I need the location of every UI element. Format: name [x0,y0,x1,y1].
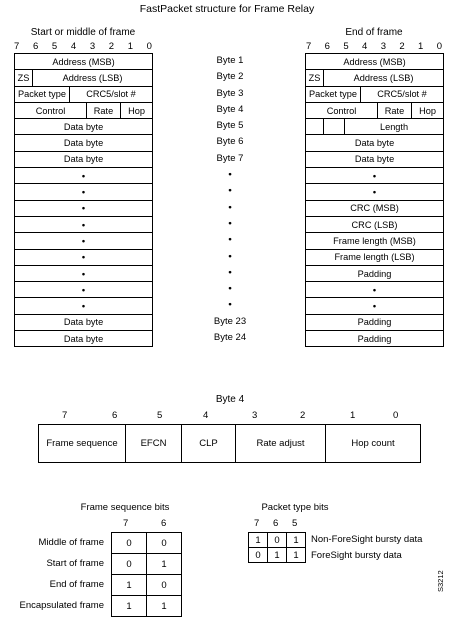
frame-sequence-value: 1 [147,554,182,575]
byte-label: Byte 4 [216,103,244,115]
packet-field: ZS [306,70,324,86]
packet-type-value: 1 [287,533,306,548]
packet-type-value: 1 [287,548,306,563]
packet-field: Data byte [15,119,153,135]
packet-field: Padding [306,265,444,281]
packet-row [15,102,153,118]
byte4-bit-label: 2 [300,410,306,421]
frame-sequence-value: 0 [112,554,147,575]
packet-field: Data byte [15,151,153,167]
packet-row [15,282,153,298]
byte4-title: Byte 4 [215,394,245,405]
packet-row [15,216,153,232]
packet-field: • [15,265,153,281]
field-rate-adjust: Rate adjust [236,425,326,463]
packet-row [15,86,153,102]
right-bit-labels [306,41,442,52]
byte4-bit-label: 7 [62,410,68,421]
packet-type-label: Non-ForeSight bursty data [311,534,423,545]
packet-type-value: 0 [268,533,287,548]
packet-field: • [15,168,153,184]
packet-field: CRC5/slot # [70,86,153,102]
field-efcn: EFCN [126,425,182,463]
packet-field: Data byte [15,135,153,151]
packet-row [306,102,444,118]
bit-label: 4 [362,41,368,52]
packet-field [324,119,345,135]
packet-row [306,216,444,232]
packet-field: CRC (LSB) [306,216,444,232]
packet-row [15,265,153,281]
packet-field: Control [306,102,378,118]
packet-type-table [248,532,306,563]
field-hop-count: Hop count [326,425,421,463]
packet-field: Data byte [306,151,444,167]
packet-field: • [306,282,444,298]
bit-label: 7 [14,41,20,52]
packet-field: Packet type [15,86,70,102]
byte-label: • [228,299,232,311]
right-packet-table [305,53,444,347]
figure-title: FastPacket structure for Frame Relay [139,3,315,15]
packet-type-value: 1 [249,533,268,548]
byte-labels [196,53,264,346]
packet-field: Rate [378,102,412,118]
byte4-bit-label: 0 [393,410,399,421]
packet-row [15,119,153,135]
frame-sequence-value: 1 [112,596,147,617]
bit-label: 7 [306,41,312,52]
packet-type-column: 5 [292,518,298,529]
packet-field: CRC (MSB) [306,200,444,216]
byte-label: Byte 7 [216,152,244,164]
left-header: Start or middle of frame [30,27,136,38]
packet-field: Address (LSB) [33,70,153,86]
packet-row [15,331,153,347]
packet-row [306,135,444,151]
byte4-bit-label: 4 [203,410,209,421]
packet-row [306,70,444,86]
packet-row [15,298,153,314]
frame-sequence-column: 7 [123,518,129,529]
packet-row [306,168,444,184]
byte-label: Byte 3 [216,87,244,99]
left-packet-table [14,53,153,347]
frame-sequence-value: 1 [147,596,182,617]
packet-row [306,331,444,347]
byte-label: • [228,185,232,197]
packet-row [306,54,444,70]
packet-row [15,233,153,249]
figure-code: S3212 [436,570,445,592]
packet-type-value: 1 [268,548,287,563]
right-header: End of frame [345,27,403,38]
packet-row [15,184,153,200]
frame-sequence-row [112,533,182,554]
packet-type-row [249,533,306,548]
bit-label: 0 [436,41,442,52]
byte4-bit-label: 3 [252,410,258,421]
frame-sequence-label: Middle of frame [38,537,104,548]
packet-row [15,54,153,70]
packet-type-value: 0 [249,548,268,563]
packet-row [15,200,153,216]
packet-row [306,200,444,216]
bit-label: 4 [70,41,77,52]
byte-label: Byte 24 [213,332,247,344]
packet-type-title: Packet type bits [261,502,329,513]
packet-field: • [306,168,444,184]
packet-row [15,249,153,265]
packet-row [306,86,444,102]
byte-label: • [228,217,232,229]
packet-row [15,70,153,86]
byte-label: Byte 6 [216,136,244,148]
byte-label: Byte 23 [213,315,247,327]
packet-field: Packet type [306,86,361,102]
packet-type-column: 6 [273,518,279,529]
frame-sequence-row [112,575,182,596]
packet-field: ZS [15,70,33,86]
packet-row [15,135,153,151]
bit-label: 0 [146,41,152,52]
packet-row [306,233,444,249]
frame-sequence-title: Frame sequence bits [80,502,170,513]
byte4-bit-label: 5 [157,410,163,421]
packet-field: • [306,298,444,314]
packet-field: • [15,249,153,265]
packet-field: Frame length (LSB) [306,249,444,265]
byte4-bit-label: 6 [112,410,118,421]
packet-field: • [15,298,153,314]
bit-label: 1 [418,41,424,52]
packet-row [306,249,444,265]
packet-row [15,314,153,330]
packet-type-row [249,548,306,563]
byte-label: • [228,250,232,262]
packet-type-columns [248,518,305,530]
packet-field: Frame length (MSB) [306,233,444,249]
byte4-bit-labels [38,410,420,422]
packet-field: • [15,282,153,298]
byte-label: • [228,201,232,213]
packet-row [306,119,444,135]
packet-row [306,282,444,298]
frame-sequence-label: Encapsulated frame [19,600,104,611]
byte-label: Byte 5 [216,120,244,132]
packet-row [306,151,444,167]
byte-label: Byte 1 [216,55,244,66]
packet-field: • [15,184,153,200]
frame-sequence-value: 0 [147,575,182,596]
bit-label: 3 [380,41,386,52]
bit-label: 6 [324,41,330,52]
frame-sequence-row [112,596,182,617]
bit-label: 3 [89,41,96,52]
frame-sequence-row [112,554,182,575]
packet-row [15,151,153,167]
packet-row [306,314,444,330]
byte-label: • [228,234,232,246]
packet-field: • [15,200,153,216]
packet-row [306,298,444,314]
packet-field: Data byte [15,314,153,330]
bit-label: 5 [51,41,58,52]
bit-label: 2 [108,41,115,52]
field-clp: CLP [182,425,236,463]
packet-field: • [15,216,153,232]
packet-field: Rate [87,102,121,118]
frame-sequence-value: 0 [112,533,147,554]
frame-sequence-table [111,532,182,617]
packet-field: Length [345,119,444,135]
frame-sequence-column: 6 [161,518,167,529]
packet-type-label: ForeSight bursty data [311,550,402,561]
byte-label: Byte 2 [216,71,244,83]
packet-field: Address (MSB) [306,54,444,70]
bit-label: 1 [127,41,134,52]
byte-label: • [228,169,232,181]
packet-field: Data byte [306,135,444,151]
bit-label: 6 [32,41,39,52]
byte4-fields-table [38,424,421,463]
byte-label: • [228,266,232,278]
packet-field: Control [15,102,87,118]
byte-label: • [228,283,232,295]
packet-row [306,265,444,281]
packet-field: Hop [412,102,444,118]
left-bit-labels [14,41,152,52]
bit-label: 2 [399,41,405,52]
frame-sequence-label: Start of frame [46,558,104,569]
packet-field: Address (MSB) [15,54,153,70]
packet-field: Data byte [15,331,153,347]
packet-row [15,168,153,184]
field-frame-sequence: Frame sequence [39,425,126,463]
packet-field: CRC5/slot # [361,86,444,102]
packet-field: Padding [306,331,444,347]
packet-row [306,184,444,200]
packet-field: Address (LSB) [324,70,444,86]
packet-field: • [306,184,444,200]
byte4-bit-label: 1 [350,410,356,421]
bit-label: 5 [343,41,349,52]
frame-sequence-value: 1 [112,575,147,596]
frame-sequence-columns [111,518,181,530]
frame-sequence-label: End of frame [49,579,104,590]
packet-type-column: 7 [254,518,260,529]
frame-sequence-value: 0 [147,533,182,554]
packet-field: Padding [306,314,444,330]
packet-field [306,119,324,135]
packet-field: • [15,233,153,249]
packet-field: Hop [121,102,153,118]
